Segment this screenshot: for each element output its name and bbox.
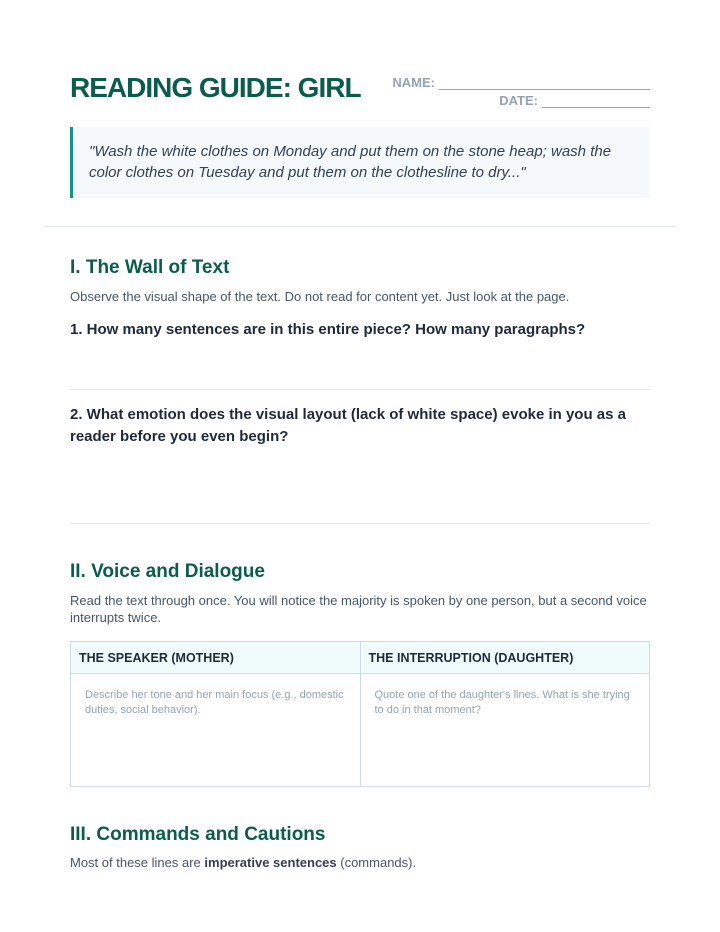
name-field[interactable] <box>390 72 650 90</box>
date-field[interactable] <box>390 90 650 108</box>
speaker-cell[interactable]: Describe her tone and her main focus (e.g., domestic duties, social behavior). <box>85 689 344 716</box>
section-3-description <box>70 854 650 871</box>
interruption-column <box>360 642 650 786</box>
student-info <box>390 72 650 108</box>
page-title: READING GUIDE: GIRL <box>70 72 361 103</box>
opening-quote: "Wash the white clothes on Monday and put them on the stone heap; wash the color clothes on Tuesday and put them on the clothesline to dry..." <box>70 127 650 198</box>
speaker-column <box>71 642 360 786</box>
section-2-description: Read the text through once. You will notice the majority is spoken by one person, but a second voice interrupts twice. <box>70 593 647 625</box>
section-3-desc-bold: imperative sentences <box>204 855 337 870</box>
date-blank[interactable] <box>542 95 650 108</box>
speaker-header: THE SPEAKER (MOTHER) <box>71 642 360 674</box>
header-divider <box>42 226 678 227</box>
date-label: DATE: <box>499 93 538 108</box>
answer-area-2[interactable] <box>70 523 650 524</box>
section-2-title: II. Voice and Dialogue <box>70 561 265 582</box>
page-header <box>70 70 650 110</box>
section-3-desc-prefix: Most of these lines are <box>70 855 205 870</box>
interruption-cell[interactable]: Quote one of the daughter's lines. What is she trying to do in that moment? <box>374 689 630 716</box>
name-blank[interactable] <box>439 77 650 90</box>
section-3-title: III. Commands and Cautions <box>70 824 326 845</box>
name-label: NAME: <box>392 75 435 90</box>
question-1: 1. How many sentences are in this entire piece? How many paragraphs? <box>70 321 586 338</box>
answer-area-1[interactable] <box>70 389 650 390</box>
voice-table <box>70 641 650 787</box>
section-3-desc-suffix: (commands). <box>336 855 417 870</box>
section-1-description: Observe the visual shape of the text. Do not read for content yet. Just look at the page. <box>70 289 570 304</box>
interruption-header: THE INTERRUPTION (DAUGHTER) <box>361 642 650 674</box>
question-2: 2. What emotion does the visual layout (lack of white space) evoke in you as a reader before you even begin? <box>70 406 626 445</box>
section-1-title: I. The Wall of Text <box>70 257 230 278</box>
